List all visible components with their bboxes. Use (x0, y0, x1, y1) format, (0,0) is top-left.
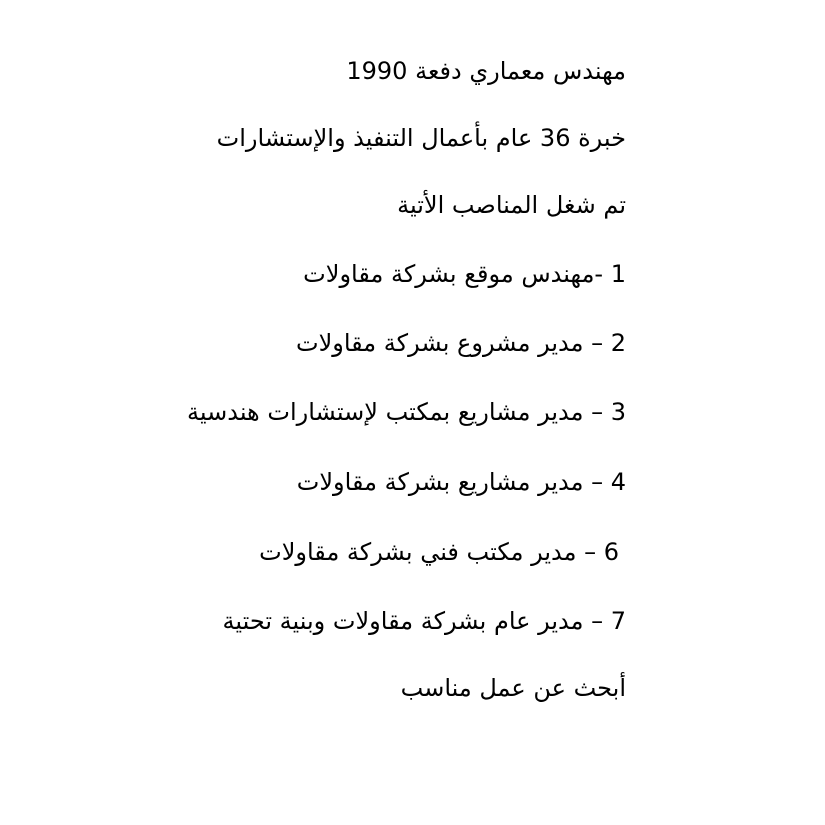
headline-profession: مهندس معماري دفعة 1990 (346, 57, 626, 85)
position-item-1: 1 -مهندس موقع بشركة مقاولات (303, 260, 626, 288)
positions-heading: تم شغل المناصب الأتية (397, 191, 626, 219)
position-item-3: 3 – مدير مشاريع بمكتب لإستشارات هندسية (187, 398, 626, 426)
experience-line: خبرة 36 عام بأعمال التنفيذ والإستشارات (216, 124, 626, 152)
position-item-4: 4 – مدير مشاريع بشركة مقاولات (296, 468, 626, 496)
position-item-6: 6 – مدير مكتب فني بشركة مقاولات (259, 538, 619, 566)
closing-line: أبحث عن عمل مناسب (400, 674, 626, 702)
position-item-7: 7 – مدير عام بشركة مقاولات وبنية تحتية (222, 607, 626, 635)
position-item-2: 2 – مدير مشروع بشركة مقاولات (295, 329, 626, 357)
